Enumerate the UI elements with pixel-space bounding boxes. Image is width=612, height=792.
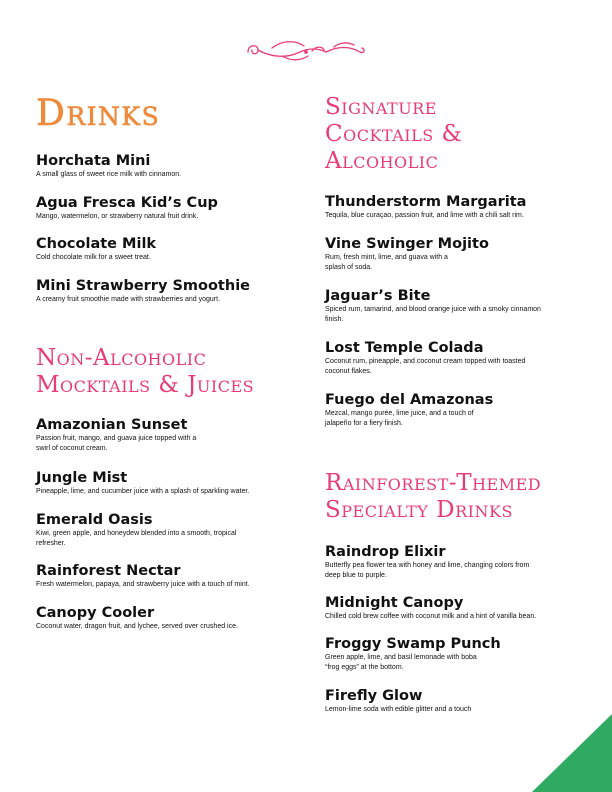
title-line: Non-Alcoholic [36, 345, 207, 371]
item-name: Fuego del Amazonas [325, 392, 494, 408]
item-name: Raindrop Elixir [325, 544, 446, 560]
item-name: Chocolate Milk [36, 236, 157, 252]
desc-line: Passion fruit, mango, and guava juice topped with a [36, 435, 197, 442]
flourish-ornament-icon [242, 36, 370, 66]
desc-line: splash of soda. [325, 263, 373, 271]
menu-item [36, 153, 298, 180]
item-name: Canopy Cooler [36, 605, 155, 621]
menu-item [325, 236, 583, 272]
desc-line: Kiwi, green apple, and honeydew blended into a smooth, tropical [36, 530, 237, 537]
drinks-section-title: Drinks [36, 93, 161, 134]
menu-item [36, 512, 298, 548]
item-description [325, 305, 583, 324]
item-description: Cold chocolate milk for a sweet treat. [36, 254, 151, 261]
item-description: Coconut water, dragon fruit, and lychee, served over crushed ice. [36, 623, 238, 630]
menu-item [325, 544, 583, 580]
item-name: Amazonian Sunset [36, 417, 188, 433]
item-description: Mango, watermelon, or strawberry natural fruit drink. [36, 213, 199, 220]
desc-line: finish. [325, 315, 344, 323]
desc-line: Green apple, lime, and basil lemonade with boba [325, 654, 477, 661]
menu-item [325, 688, 583, 715]
desc-line: Mezcal, mango purée, lime juice, and a touch of [325, 410, 474, 417]
green-triangle-corner [532, 714, 612, 792]
item-description [325, 653, 583, 672]
item-name: Thunderstorm Margarita [325, 194, 527, 210]
title-line: Specialty Drinks [325, 497, 513, 524]
item-name: Midnight Canopy [325, 595, 464, 611]
item-description: A small glass of sweet rice milk with cinnamon. [36, 171, 182, 178]
desc-line: coconut flakes. [325, 367, 372, 375]
item-name: Vine Swinger Mojito [325, 236, 489, 252]
specialty-section-title [325, 470, 541, 524]
title-line: Rainforest-Themed [325, 470, 542, 496]
menu-item [325, 194, 583, 221]
desc-line: refresher. [36, 539, 66, 547]
desc-line: swirl of coconut cream. [36, 444, 108, 452]
menu-item [36, 278, 298, 305]
item-name: Jungle Mist [36, 470, 128, 486]
item-name: Mini Strawberry Smoothie [36, 278, 250, 294]
desc-line: deep blue to purple. [325, 571, 387, 579]
menu-item [325, 392, 583, 428]
item-name: Jaguar’s Bite [325, 288, 431, 304]
item-description [325, 253, 583, 272]
item-name: Lost Temple Colada [325, 340, 484, 356]
item-name: Agua Fresca Kid’s Cup [36, 195, 218, 211]
menu-item [325, 340, 583, 376]
desc-line: Butterfly pea flower tea with honey and lime, changing colors from [325, 562, 530, 569]
item-name: Rainforest Nectar [36, 563, 181, 579]
item-description [325, 561, 583, 580]
item-description: A creamy fruit smoothie made with strawberries and yogurt. [36, 296, 221, 303]
item-description [36, 529, 298, 548]
item-description [36, 434, 298, 453]
mocktails-section-title [36, 345, 254, 399]
desc-line: “frog eggs” at the bottom. [325, 663, 404, 671]
item-name: Emerald Oasis [36, 512, 153, 528]
item-name: Froggy Swamp Punch [325, 636, 501, 652]
item-description: Tequila, blue curaçao, passion fruit, and lime with a chili salt rim. [325, 212, 524, 219]
title-line: Cocktails & [325, 121, 463, 148]
item-name: Firefly Glow [325, 688, 423, 704]
item-description [325, 409, 583, 428]
item-description: Fresh watermelon, papaya, and strawberry juice with a touch of mint. [36, 581, 250, 588]
item-name: Horchata Mini [36, 153, 151, 169]
title-line: Signature [325, 94, 437, 120]
menu-item [36, 236, 298, 263]
desc-line: Rum, fresh mint, lime, and guava with a [325, 254, 448, 261]
menu-item [36, 417, 298, 453]
desc-line: Coconut rum, pineapple, and coconut cream topped with toasted [325, 358, 526, 365]
menu-item [325, 636, 583, 672]
cocktails-section-title [325, 94, 462, 175]
item-description [325, 357, 583, 376]
menu-item [36, 605, 298, 632]
title-line: Mocktails & Juices [36, 372, 255, 399]
menu-item [325, 595, 583, 622]
desc-line: jalapeño for a fiery finish. [325, 419, 403, 427]
desc-line: Spiced rum, tamarind, and blood orange juice with a smoky cinnamon [325, 306, 541, 313]
menu-item [36, 195, 298, 222]
item-description: Pineapple, lime, and cucumber juice with a splash of sparkling water. [36, 488, 250, 495]
title-line: Alcoholic [325, 148, 439, 175]
menu-item [325, 288, 583, 324]
item-description: Lemon-lime soda with edible glitter and a touch [325, 706, 472, 713]
menu-item [36, 563, 298, 590]
menu-item [36, 470, 298, 497]
item-description: Chilled cold brew coffee with coconut milk and a hint of vanilla bean. [325, 613, 537, 620]
